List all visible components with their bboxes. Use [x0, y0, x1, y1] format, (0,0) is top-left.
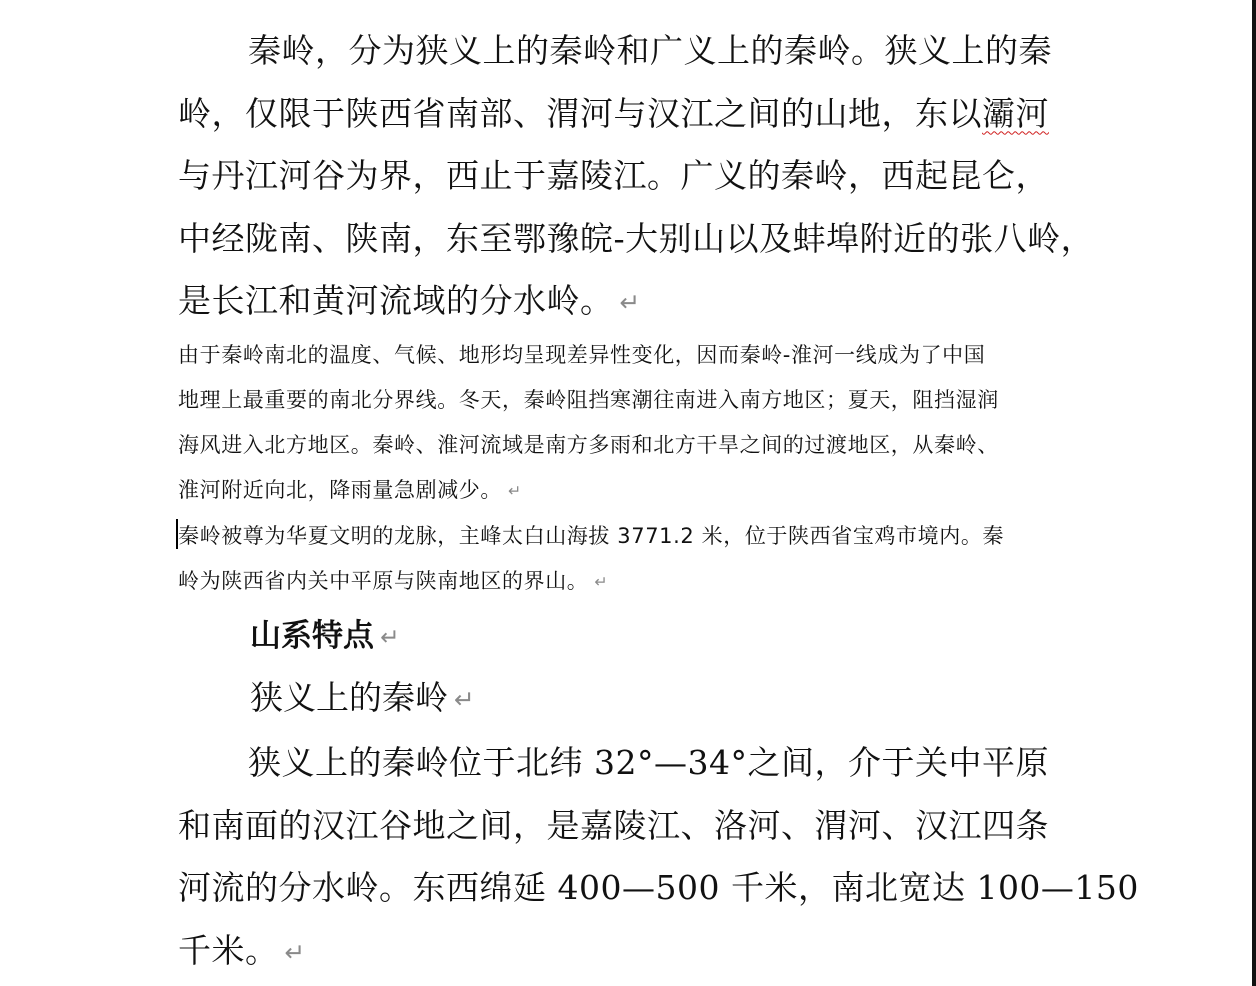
heading-text: 山系特点 — [250, 618, 374, 654]
text-line: 中经陇南、陕南，东至鄂豫皖-大别山以及蚌埠附近的张八岭， — [178, 218, 1095, 258]
subheading-text: 狭义上的秦岭 — [250, 678, 448, 717]
text-line-content: 千米。 — [178, 930, 279, 970]
text-line: 由于秦岭南北的温度、气候、地形均呈现差异性变化，因而秦岭-淮河一线成为了中国 — [178, 343, 986, 367]
paragraph-narrow-qinling[interactable] — [178, 732, 1139, 984]
text-line — [178, 920, 1118, 985]
section-subheading[interactable] — [250, 678, 475, 720]
section-heading[interactable] — [250, 616, 399, 658]
text-line: 秦岭，分为狭义上的秦岭和广义上的秦岭。狭义上的秦 — [248, 31, 1052, 70]
text-line-content: 岭为陕西省内关中平原与陕南地区的界山。 — [178, 569, 589, 593]
text-line: 海风进入北方地区。秦岭、淮河流域是南方多雨和北方干旱之间的过渡地区，从秦岭、 — [178, 433, 999, 457]
paragraph-climate-boundary[interactable] — [178, 333, 1118, 513]
text-line — [178, 559, 1118, 604]
paragraph-mark-icon: ↵ — [508, 481, 522, 500]
paragraph-qinling-definition[interactable] — [178, 20, 1118, 335]
text-line — [178, 468, 1118, 513]
text-line: 河流的分水岭。东西绵延 400—500 千米，南北宽达 100—150 — [178, 868, 1139, 907]
paragraph-mark-icon: ↵ — [619, 288, 641, 317]
text-line: 地理上最重要的南北分界线。冬天，秦岭阻挡寒潮往南进入南方地区；夏天，阻挡湿润 — [178, 388, 999, 412]
page-edge — [1252, 0, 1256, 986]
text-line-content: 岭，仅限于陕西省南部、渭河与汉江之间的山地，东以 — [178, 93, 982, 133]
text-line-content: 淮河附近向北，降雨量急剧减少。 — [178, 478, 502, 502]
paragraph-mark-icon: ↵ — [380, 624, 400, 651]
text-line: 狭义上的秦岭位于北纬 32°—34°之间，介于关中平原 — [248, 743, 1049, 782]
text-line-content: 是长江和黄河流域的分水岭。 — [178, 281, 614, 320]
paragraph-mark-icon: ↵ — [454, 685, 475, 714]
paragraph-mark-icon: ↵ — [284, 937, 306, 967]
text-line: 和南面的汉江谷地之间，是嘉陵江、洛河、渭河、汉江四条 — [178, 805, 1049, 845]
text-line: 秦岭被尊为华夏文明的龙脉，主峰太白山海拔 3771.2 米，位于陕西省宝鸡市境内。秦 — [178, 524, 1005, 548]
paragraph-dragon-vein[interactable] — [178, 514, 1118, 604]
paragraph-mark-icon: ↵ — [594, 572, 609, 591]
text-line — [178, 270, 1118, 335]
text-line: 与丹江河谷为界，西止于嘉陵江。广义的秦岭，西起昆仑， — [178, 156, 1049, 195]
spellcheck-flagged-word[interactable]: 灞河 — [982, 93, 1049, 133]
text-line — [178, 83, 1118, 146]
